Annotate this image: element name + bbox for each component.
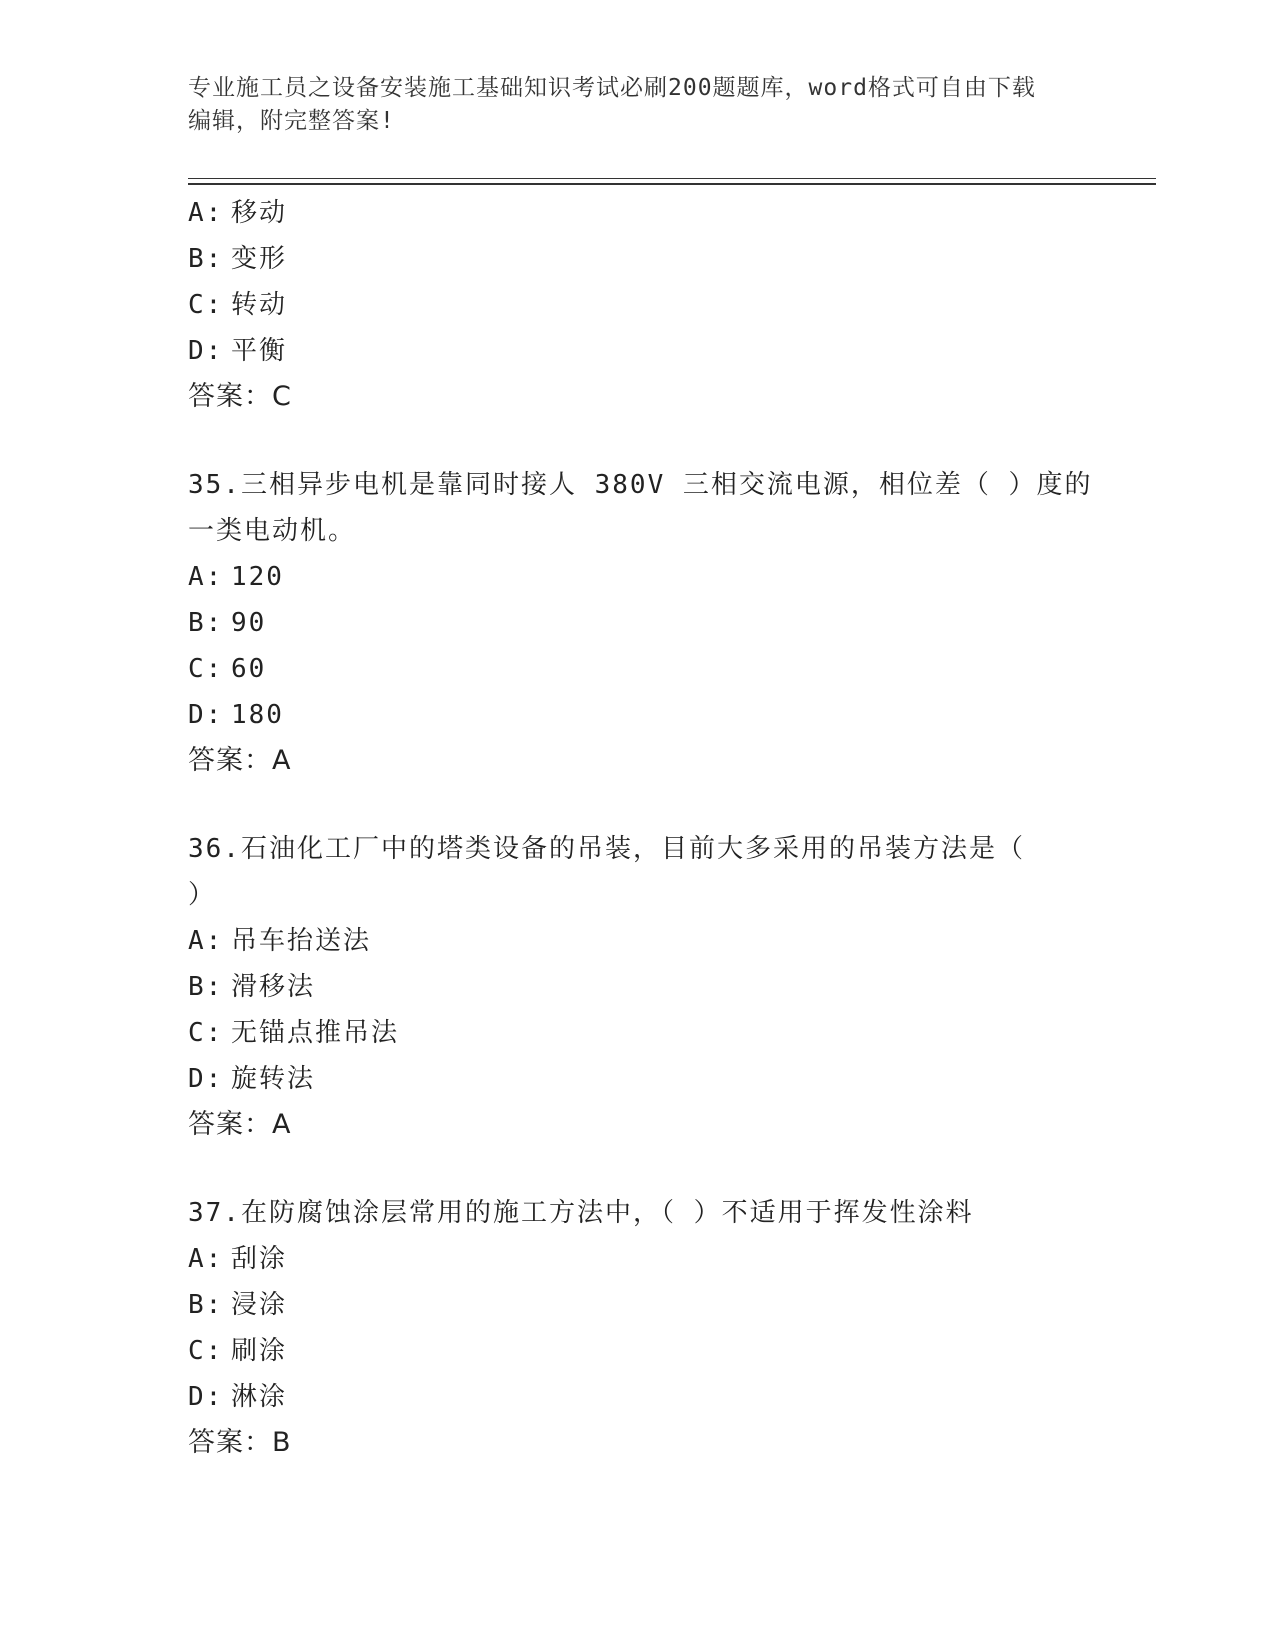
option-c: C: 无锚点推吊法	[188, 1018, 400, 1048]
option-text: 90	[231, 608, 267, 638]
question-text-line-1: 35.三相异步电机是靠同时接人 380V 三相交流电源，相位差（ ）度的	[188, 470, 1093, 500]
option-text: 旋转法	[231, 1064, 316, 1094]
option-d: D: 淋涂	[188, 1382, 288, 1412]
option-a: A: 吊车抬送法	[188, 926, 372, 956]
option-a: A: 120	[188, 562, 284, 592]
option-c: C: 60	[188, 654, 267, 684]
document-header	[188, 72, 1068, 138]
option-text: 无锚点推吊法	[231, 1018, 400, 1048]
option-c: C: 刷涂	[188, 1336, 288, 1366]
option-text: 刮涂	[231, 1244, 288, 1274]
header-divider-thick	[188, 183, 1156, 185]
option-text: 变形	[231, 244, 288, 274]
question-text	[188, 1190, 1108, 1236]
option-text: 吊车抬送法	[231, 926, 372, 956]
question-text-line-1: 37.在防腐蚀涂层常用的施工方法中，（ ）不适用于挥发性涂料	[188, 1198, 974, 1228]
header-line-2: 编辑，附完整答案!	[188, 108, 395, 134]
option-d: D: 180	[188, 700, 284, 730]
option-text: 转动	[231, 290, 288, 320]
question-text	[188, 826, 1108, 918]
answer-line: 答案：B	[188, 1427, 292, 1458]
option-b: B: 90	[188, 608, 267, 638]
option-text: 120	[231, 562, 284, 592]
option-text: 刷涂	[231, 1336, 288, 1366]
question-block-34	[188, 190, 1108, 420]
option-text: 浸涂	[231, 1290, 288, 1320]
option-text: 平衡	[231, 336, 288, 366]
header-divider-thin	[188, 178, 1156, 179]
header-line-1: 专业施工员之设备安装施工基础知识考试必刷200题题库，word格式可自由下载	[188, 75, 1036, 101]
option-b: B: 浸涂	[188, 1290, 288, 1320]
question-text-line-1: 36.石油化工厂中的塔类设备的吊装，目前大多采用的吊装方法是（	[188, 834, 1025, 864]
question-text-line-2: 一类电动机。	[188, 516, 357, 546]
question-text	[188, 462, 1108, 554]
question-block-36	[188, 826, 1108, 1148]
option-a: A: 移动	[188, 198, 288, 228]
answer-line: 答案：C	[188, 381, 292, 412]
option-d: D: 旋转法	[188, 1064, 316, 1094]
option-b: B: 变形	[188, 244, 288, 274]
question-list	[188, 190, 1108, 1466]
option-a: A: 刮涂	[188, 1244, 288, 1274]
option-c: C: 转动	[188, 290, 288, 320]
option-text: 180	[231, 700, 284, 730]
answer-line: 答案：A	[188, 745, 292, 776]
question-block-37	[188, 1190, 1108, 1466]
question-text-line-2: ）	[188, 880, 217, 910]
question-block-35	[188, 462, 1108, 784]
answer-line: 答案：A	[188, 1109, 292, 1140]
option-text: 60	[231, 654, 267, 684]
option-text: 滑移法	[231, 972, 316, 1002]
option-text: 淋涂	[231, 1382, 288, 1412]
option-text: 移动	[231, 198, 288, 228]
option-b: B: 滑移法	[188, 972, 316, 1002]
option-d: D: 平衡	[188, 336, 288, 366]
